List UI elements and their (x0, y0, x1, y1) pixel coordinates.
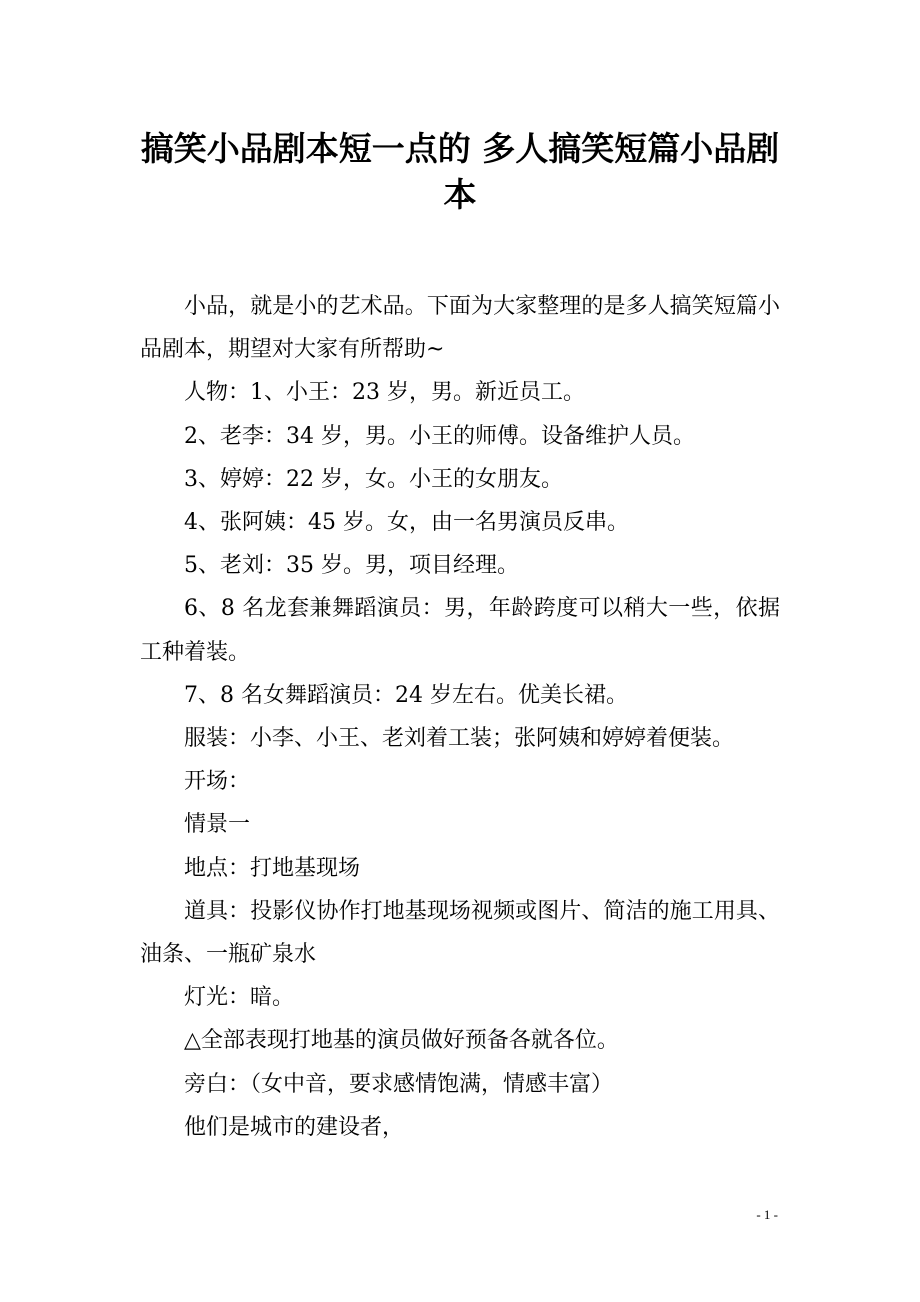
paragraph-character-2: 2、老李：34 岁，男。小王的师傅。设备维护人员。 (184, 423, 695, 449)
paragraph-character-7: 7、8 名女舞蹈演员：24 岁左右。优美长裙。 (184, 682, 628, 708)
paragraph-stage-direction: △全部表现打地基的演员做好预备各就各位。 (184, 1028, 619, 1054)
paragraph-character-5: 5、老刘：35 岁。男，项目经理。 (184, 553, 519, 579)
paragraph-character-3: 3、婷婷：22 岁，女。小王的女朋友。 (184, 466, 563, 492)
paragraph-character-4: 4、张阿姨：45 岁。女，由一名男演员反串。 (184, 510, 629, 536)
paragraph-costume: 服装：小李、小王、老刘着工装；张阿姨和婷婷着便装。 (184, 726, 735, 752)
paragraph-character-6: 6、8 名龙套兼舞蹈演员：男，年龄跨度可以稍大一些，依据工种着装。 (140, 596, 780, 665)
page-number: - 1 - (756, 1207, 778, 1222)
paragraph-characters: 人物：1、小王：23 岁，男。新近员工。 (184, 380, 585, 406)
paragraph-narration: 旁白：（女中音，要求感情饱满，情感丰富） (184, 1071, 614, 1097)
document-body (140, 285, 780, 1149)
paragraph-scene: 情景一 (184, 812, 251, 838)
paragraph-opening: 开场： (184, 769, 251, 795)
document-title: 搞笑小品剧本短一点的 多人搞笑短篇小品剧本 (140, 129, 780, 214)
paragraph-intro: 小品，就是小的艺术品。下面为大家整理的是多人搞笑短篇小品剧本，期望对大家有所帮助~ (140, 294, 780, 363)
paragraph-lighting: 灯光：暗。 (184, 985, 295, 1011)
paragraph-narration-line: 他们是城市的建设者， (184, 1114, 405, 1140)
paragraph-props: 道具：投影仪协作打地基现场视频或图片、简洁的施工用具、油条、一瓶矿泉水 (140, 898, 780, 968)
paragraph-location: 地点：打地基现场 (184, 855, 361, 881)
